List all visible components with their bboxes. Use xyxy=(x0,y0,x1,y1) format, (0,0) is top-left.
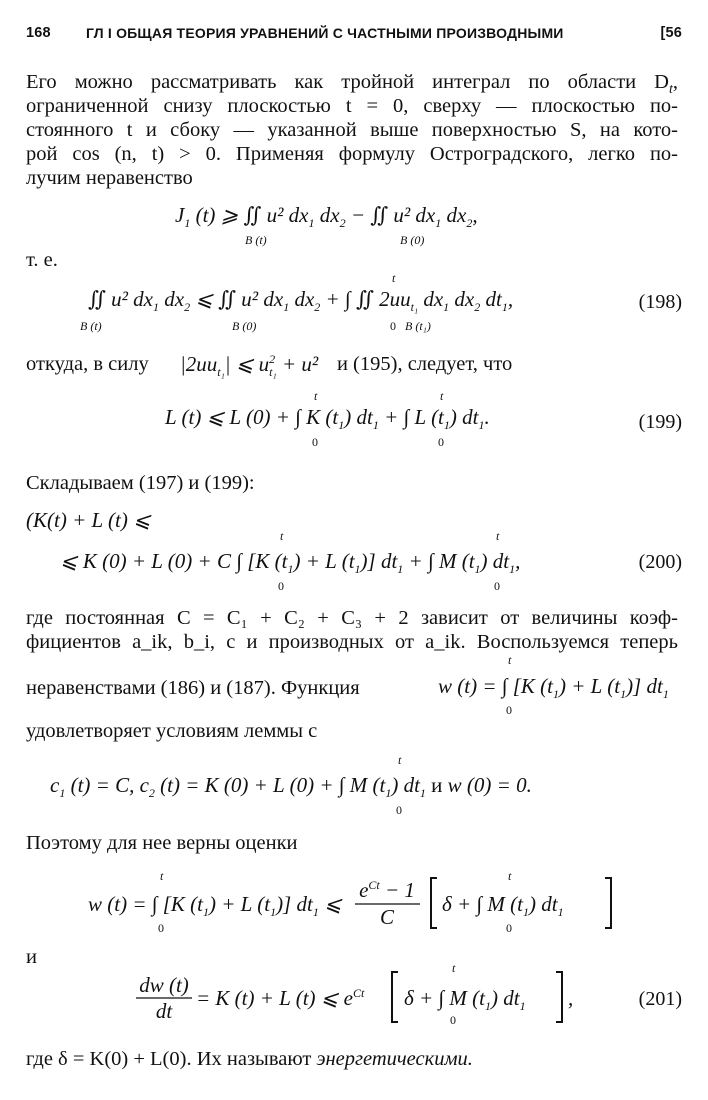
svg-text:δ + ∫ M (t1) dt1: δ + ∫ M $(t_1)$ $dt_1$ xyxy=(442,892,564,919)
svg-text:dw (t): dw (t) xyxy=(139,973,189,997)
svg-text:J1 (t) ⩾ ∬ u² dx1 dx2 − ∬ u² d: $J_1$ (t) ⩾ ∬ u² $dx_1$ $dx_2$ − ∬ u² $dx_1$ $dx_2$, xyxy=(175,203,478,230)
svg-text:⩽ K (0) + L (0) + C ∫ [K (t1): ⩽ K (0) + L (0) + C ∫ [K $(t_1) + L$ $(t_1)$] $dt_1$ + ∫ M $(t_1)$ $dt_1$, xyxy=(60,549,521,576)
inline-inequality xyxy=(180,352,319,379)
svg-text:t: t xyxy=(452,961,456,975)
svg-text:B (0): B (0) xyxy=(400,233,425,247)
svg-text:t: t xyxy=(398,753,402,767)
svg-text:δ + ∫ M (t1) dt1: δ + ∫ M $(t_1)$ $dt_1$ xyxy=(404,986,526,1013)
svg-text:0: 0 xyxy=(506,921,512,935)
nerav-text: неравенствами (186) и (187). Функция xyxy=(26,677,360,699)
gde-line-2: фициентов a_ik, b_i, c и производных от a_ik. Воспользуемся теперь xyxy=(26,631,678,653)
equation-number-199: (199) xyxy=(638,411,682,433)
svg-text:0: 0 xyxy=(390,319,396,333)
line-1-text: Его можно рассматривать как тройной интеграл по области D xyxy=(26,71,669,93)
svg-text:t: t xyxy=(160,869,164,883)
otkuda-text-1: откуда, в силу xyxy=(26,353,149,375)
te-text: т. е. xyxy=(26,249,58,271)
svg-text:t: t xyxy=(314,389,318,403)
svg-text:(K(t) + L (t) ⩽: (K(t) + L (t) ⩽ xyxy=(26,508,151,532)
last-text-1: где δ = K(0) + L(0). Их называют xyxy=(26,1048,312,1070)
svg-text:|2uut₁| ⩽ u2t₁ + u²: $|2uu_{t_1}|$ ⩽ $u^2$ t₁ + u² xyxy=(180,352,319,379)
i-text: и xyxy=(26,946,37,968)
equation-number-200: (200) xyxy=(638,551,682,573)
svg-text:= K (t) + L (t) ⩽ eCt: = K (t) + L (t) ⩽ $e^{Ct}$ xyxy=(196,986,365,1010)
svg-text:w (t) = ∫ [K (t1) + L (t1)] dt: w (t) = ∫ [K $(t_1) + L$ $(t_1)$] $dt_1$ xyxy=(438,674,669,701)
equation-lemma-conditions xyxy=(50,753,532,817)
equation-number-198: (198) xyxy=(638,291,682,313)
svg-text:t: t xyxy=(392,271,396,285)
svg-text:B (0): B (0) xyxy=(232,319,257,333)
svg-text:B (t): B (t) xyxy=(245,233,267,247)
svg-text:0: 0 xyxy=(312,435,318,449)
svg-text:dt: dt xyxy=(155,999,173,1023)
svg-text:L (t) ⩽ L (0) + ∫ K (t1) dt1 +: L (t) ⩽ L (0) + ∫ K $(t_1) dt_1$ + ∫ L $(t_1)$ $dt_1$. xyxy=(165,405,490,432)
svg-text:t: t xyxy=(496,529,500,543)
svg-text:t: t xyxy=(280,529,284,543)
svg-text:0: 0 xyxy=(450,1013,456,1027)
equation-201-body xyxy=(136,961,573,1027)
svg-text:C: C xyxy=(379,905,395,929)
section-number: [56 xyxy=(660,25,682,41)
otkuda-text-2: и (195), следует, что xyxy=(336,353,513,375)
svg-text:0: 0 xyxy=(438,435,444,449)
equation-200-body xyxy=(26,508,520,593)
last-text-2: энергетическими. xyxy=(316,1048,473,1070)
equation-w-estimate xyxy=(88,869,611,935)
equation-j1-inequality xyxy=(175,203,478,247)
svg-text:0: 0 xyxy=(396,803,402,817)
paragraph-line-3: стоянного t и сбоку — указанной выше поверхностью S, на кото- xyxy=(26,119,678,141)
svg-text:B (t₁): B (t₁) xyxy=(405,319,431,333)
udovl-text: удовлетворяет условиям леммы с xyxy=(26,720,318,742)
svg-text:c1 (t) = C, c2 (t) = K (0): $c_1$ (t) = C, $c_2$ (t) = K (0) + L (0) + ∫ M $(t_1)$ $dt_1$ и w (0) = 0. xyxy=(50,773,532,800)
equation-199-body xyxy=(164,389,490,449)
svg-text:0: 0 xyxy=(158,921,164,935)
svg-text:t: t xyxy=(508,869,512,883)
equation-198-body xyxy=(80,271,513,333)
svg-text:t: t xyxy=(508,653,512,667)
paragraph-line-4: рой cos (n, t) > 0. Применяя формулу Остроградского, легко по- xyxy=(26,143,678,165)
svg-text:0: 0 xyxy=(494,579,500,593)
svg-text:eCt − 1: $e^{Ct} - 1$ xyxy=(359,878,415,902)
svg-text:B (t): B (t) xyxy=(80,319,102,333)
line-1-subscript: t xyxy=(668,82,673,98)
gde-line-1: где постоянная C = C₁ + C₂ + C₃ + 2 зависит от величины коэф- xyxy=(26,607,678,629)
svg-text:∬ u² dx1 dx2 ⩽ ∬ u² dx1 dx2 +: ∬ u² $dx_1$ $dx_2$ ⩽ ∬ u² $dx_1$ $dx_2$ + ∫ ∬ $2uu_{t_1}$ $dx_1$ $dx_2$ $dt_1$, xyxy=(88,287,514,314)
page-number: 168 xyxy=(26,25,51,41)
paragraph-line-5: лучим неравенство xyxy=(26,167,193,189)
svg-text:t: t xyxy=(440,389,444,403)
svg-text:w (t) = ∫ [K (t1) + L (t1)] dt: w (t) = ∫ [K $(t_1) + L$ $(t_1)$] $dt_1$ ⩽ xyxy=(88,892,342,919)
inline-w-definition xyxy=(438,653,669,717)
skladyvaem-text: Складываем (197) и (199): xyxy=(26,472,255,494)
svg-text:0: 0 xyxy=(506,703,512,717)
equation-number-201: (201) xyxy=(638,988,682,1010)
chapter-title: ГЛ I ОБЩАЯ ТЕОРИЯ УРАВНЕНИЙ С ЧАСТНЫМИ ПРОИЗВОДНЫМИ xyxy=(86,25,564,41)
svg-text:0: 0 xyxy=(278,579,284,593)
line-1-end: , xyxy=(672,71,678,93)
paragraph-line-2: ограниченной снизу плоскостью t = 0, сверху — плоскостью по- xyxy=(26,95,678,117)
poetomu-text: Поэтому для нее верны оценки xyxy=(26,832,298,854)
svg-text:,: , xyxy=(568,986,574,1010)
